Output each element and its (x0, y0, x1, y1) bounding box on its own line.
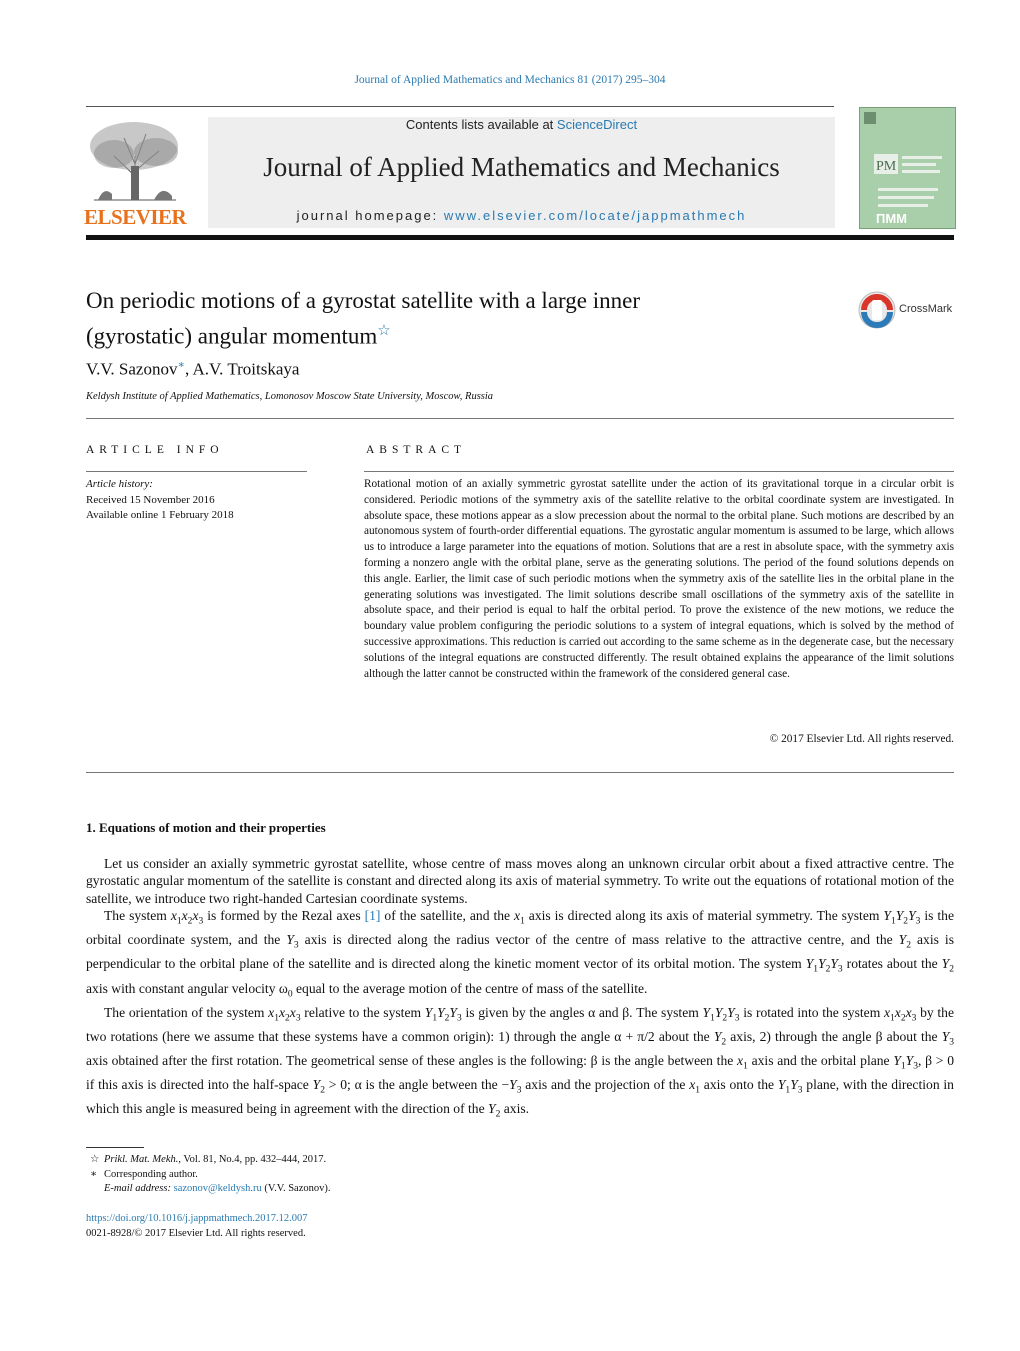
section-1-body (86, 855, 954, 1124)
corresponding-author-mark[interactable]: ∗ (177, 359, 185, 371)
section-1-heading: 1. Equations of motion and their properties (86, 820, 326, 835)
author-troitskaya[interactable]: A.V. Troitskaya (192, 359, 300, 379)
author-sazonov[interactable]: V.V. Sazonov (86, 359, 178, 379)
contents-prefix: Contents lists available at (405, 117, 557, 132)
cover-art-icon (860, 108, 955, 228)
issn-line: 0021-8928/© 2017 Elsevier Ltd. All rights reserved. (86, 1227, 306, 1239)
homepage-prefix: journal homepage: (296, 208, 444, 223)
abstract-copyright: © 2017 Elsevier Ltd. All rights reserved. (769, 733, 954, 745)
article-info-heading: ARTICLE INFO (86, 444, 224, 456)
article-title (86, 286, 806, 352)
paragraph-3: The orientation of the system $x_1x_2x_3$ relative to the system $Y_1Y_2Y_3$ is given by the angles α and β. The system $Y_1Y_2Y_3$ is rotated into the system $x_1x_2x_3$ by the two rotations (here we assume that these systems have a common origin): 1) through the angle α + π/2 about the $Y_2$ axis, 2) through the angle β about the $Y_3$ axis obtained after the first rotation. The geometrical sense of these angles is the following: β is the angle between the $x_1$ axis and the orbital plane $Y_1Y_3$, β > 0 if this axis is directed into the half-space $Y_2 > 0$; α is the angle between the $-Y_3$ axis and the projection of the $x_1$ axis onto the $Y_1Y_3$ plane, with the direction in which this angle is measured being in agreement with the direction of the $Y_2$ axis. (86, 1004, 955, 1120)
history-label: Article history: (86, 478, 153, 490)
footnotes (86, 1153, 330, 1197)
paragraph-2: The system $x_1x_2x_3$ is formed by the Rezal axes [1] of the satellite, and the $x_1$ axis is directed along its axis of material symmetry. The system $Y_1Y_2Y_3$ is the orbital coordinate system, and the $Y_3$ axis is directed along the radius vector of the centre of mass relative to the attractive centre, and the $Y_2$ axis is perpendicular to the orbital plane of the satellite and is directed along the kinetic moment vector of its orbital motion. The system $Y_1Y_2Y_3$ rotates about the $Y_2$ axis with constant angular velocity $\omega_0$ equal to the average motion of the centre of mass of the satellite. (86, 908, 954, 1000)
footnote-rule (86, 1147, 144, 1148)
abstract-text: Rotational motion of an axially symmetric gyrostat satellite under the action of its gravitational torque in a circular orbit is considered. Periodic motions of the symmetry axis of the satellite relative to the orbital coordinate system are investigated. In absolute space, these motions appear as a slow precession about the normal to the orbital plane. Such motions are described by an autonomous system of fourth-order differential equations. The gyrostatic angular momentum is assumed to be large, which allows us to introduce a large parameter into the equations of motion. Solutions that are a rest in absolute space, with the symmetry axis forming a nonzero angle with the orbital plane, serve as the generating solutions. The period of the found solutions depends on this angle. Earlier, the limit case of such periodic motions when the symmetry axis of the satellite lies in the orbital plane in the generating solutions was investigated. The limit solutions describe small oscillations of the symmetry axis of the satellite in absolute space, and their period is equal to half the orbital period. To prove the existence of the new motions, we reduce the boundary value problem configuring the periodic solutions to a system of integral equations, which is solved by the method of successive approximations. This reduction is carried out according to the same scheme as in the degenerate case, but the necessary solutions of the integral equations are constructed differently. The result obtained explains the appearance of the limit solutions although the latter cannot be constructed within the framework of the considered general case. (364, 478, 954, 680)
doi-link[interactable]: https://doi.org/10.1016/j.jappmathmech.2017.12.007 (86, 1213, 308, 1224)
footnote-1: ☆ Prikl. Mat. Mekh., Vol. 81, No.4, pp. 432–444, 2017. (86, 1153, 330, 1168)
affiliation: Keldysh Institute of Applied Mathematics, Lomonosov Moscow State University, Moscow, Russia (86, 391, 494, 402)
received-date: Received 15 November 2016 (86, 493, 215, 506)
journal-cover-thumbnail[interactable] (859, 107, 956, 229)
email-footnote: E-mail address: sazonov@keldysh.ru (V.V. Sazonov). (104, 1183, 331, 1194)
svg-text:PM: PM (876, 159, 897, 174)
available-date: Available online 1 February 2018 (86, 509, 234, 521)
crossmark-icon (858, 291, 896, 329)
footnote-1-mark: ☆ (90, 1154, 100, 1165)
author-list (86, 358, 299, 380)
contents-line (208, 117, 835, 132)
cover-title: ПММ (876, 211, 908, 226)
crossmark-label: CrossMark (899, 303, 953, 315)
email-link[interactable]: sazonov@keldysh.ru (173, 1183, 262, 1194)
article-info-rule (86, 471, 307, 472)
reference-1-link[interactable]: [1] (364, 908, 381, 924)
doi-block (86, 1212, 307, 1241)
elsevier-wordmark: ELSEVIER (84, 205, 187, 229)
journal-title: Journal of Applied Mathematics and Mechanics (263, 152, 780, 182)
abstract-bottom-rule (86, 772, 954, 773)
header-bottom-rule (86, 235, 954, 240)
footnote-2-mark: ∗ (90, 1168, 98, 1180)
title-footnote-mark[interactable]: ☆ (377, 323, 391, 339)
footnote-2: ∗ Corresponding author. (86, 1168, 330, 1183)
abstract-heading: ABSTRACT (366, 444, 467, 456)
author-separator: , (184, 359, 193, 379)
homepage-link[interactable]: www.elsevier.com/locate/jappmathmech (443, 208, 747, 223)
homepage-line (208, 208, 835, 223)
crossmark-badge[interactable] (858, 291, 958, 331)
sciencedirect-link[interactable]: ScienceDirect (556, 117, 638, 132)
article-history (86, 477, 234, 524)
header-top-rule (86, 106, 834, 107)
abstract-rule (364, 471, 954, 472)
paragraph-1: Let us consider an axially symmetric gyrostat satellite, whose centre of mass moves along an unknown circular orbit about a fixed attractive centre. The gyrostatic angular momentum of the satellite is constant and directed along its axis of material symmetry. To write out the equations of rotational motion of the satellite, we introduce two right-handed Cartesian coordinate systems. (86, 856, 954, 906)
info-top-rule (86, 418, 954, 419)
journal-citation[interactable]: Journal of Applied Mathematics and Mechanics 81 (2017) 295–304 (354, 74, 666, 86)
article-title-line1: On periodic motions of a gyrostat satellite with a large inner (86, 288, 640, 313)
article-title-line2: (gyrostatic) angular momentum (86, 323, 378, 349)
